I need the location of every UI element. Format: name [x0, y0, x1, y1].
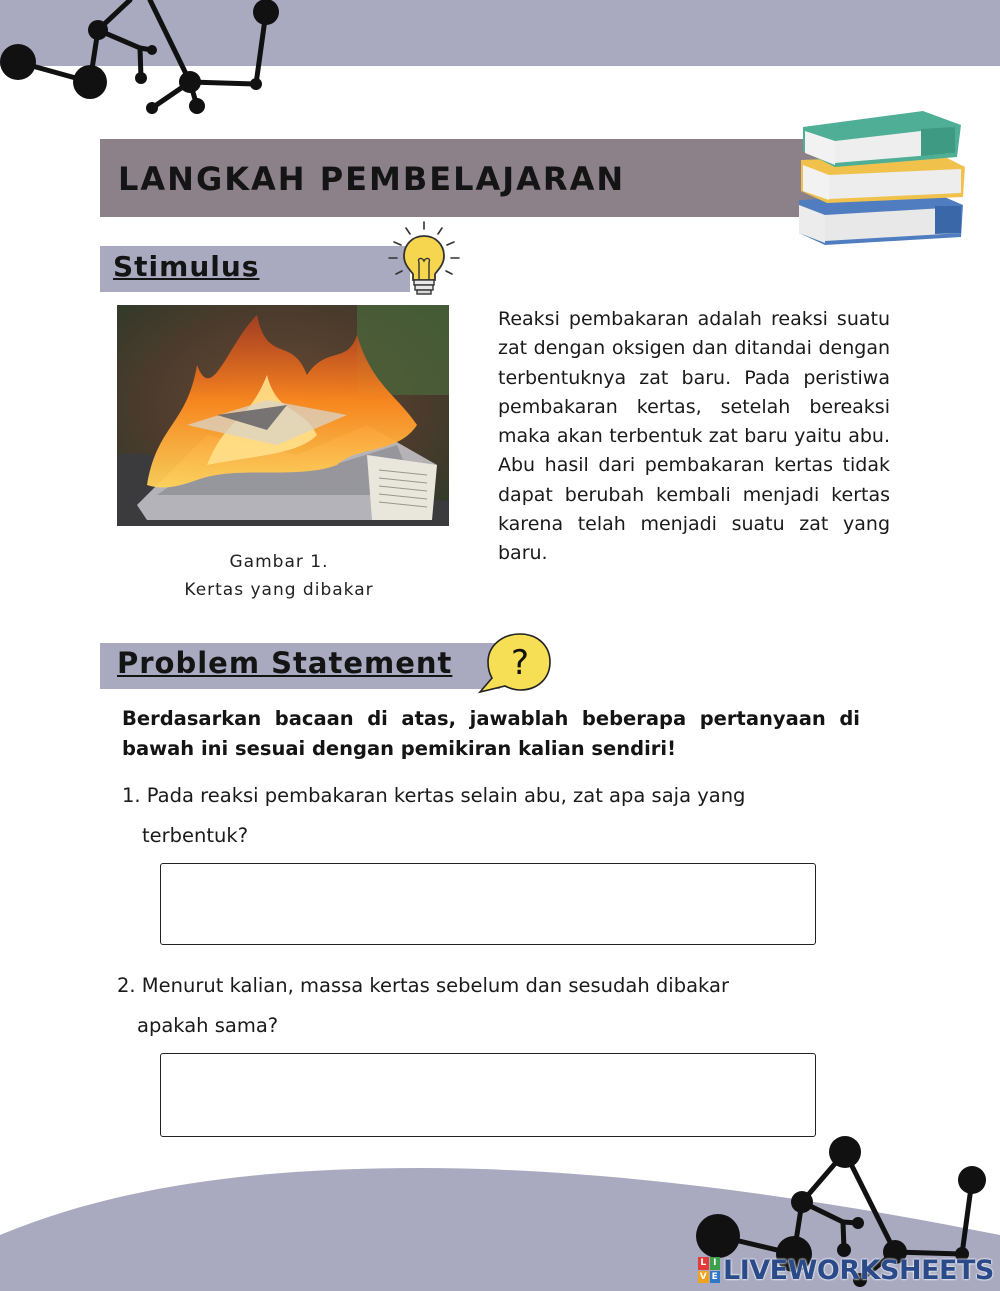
question-bubble-icon	[476, 630, 556, 696]
stimulus-heading: Stimulus	[113, 250, 260, 283]
question-1-line-1: 1. Pada reaksi pembakaran kertas selain abu, zat apa saja yang	[122, 784, 746, 807]
molecule-decoration-top	[0, 0, 290, 120]
question-1-line-2: terbentuk?	[142, 824, 249, 847]
question-2-line-1: 2. Menurut kalian, massa kertas sebelum dan sesudah dibakar	[117, 974, 729, 997]
stimulus-paragraph: Reaksi pembakaran adalah reaksi suatu zat dengan oksigen dan ditandai dengan terbentuknya zat baru. Pada peristiwa pembakaran kertas, setelah bereaksi maka akan terbentuk zat baru yaitu abu. Abu hasil dari pembakaran kertas tidak dapat berubah kembali menjadi kertas karena telah menjadi suatu zat yang baru.	[498, 308, 890, 565]
burning-paper-image	[117, 305, 449, 526]
figure-caption	[117, 548, 441, 604]
question-2-line-2: apakah sama?	[137, 1014, 279, 1037]
liveworksheets-watermark[interactable]	[698, 1254, 994, 1286]
page-title: LANGKAH PEMBELAJARAN	[118, 160, 626, 198]
lightbulb-icon	[384, 220, 464, 298]
problem-heading: Problem Statement	[117, 646, 453, 680]
caption-line-2: Kertas yang dibakar	[184, 580, 374, 600]
instruction-text: Berdasarkan bacaan di atas, jawablah beberapa pertanyaan di bawah ini sesuai dengan pemikiran kalian sendiri!	[122, 707, 860, 760]
answer-2-field[interactable]	[160, 1053, 816, 1137]
question-2	[117, 966, 837, 1046]
liveworksheets-logo-icon: L I V E	[698, 1257, 720, 1283]
books-icon	[795, 105, 970, 250]
question-mark-symbol: ?	[510, 643, 530, 683]
caption-line-1: Gambar 1.	[229, 552, 329, 572]
answer-1-field[interactable]	[160, 863, 816, 945]
watermark-text: LIVEWORKSHEETS	[723, 1254, 994, 1286]
question-1	[122, 776, 822, 856]
